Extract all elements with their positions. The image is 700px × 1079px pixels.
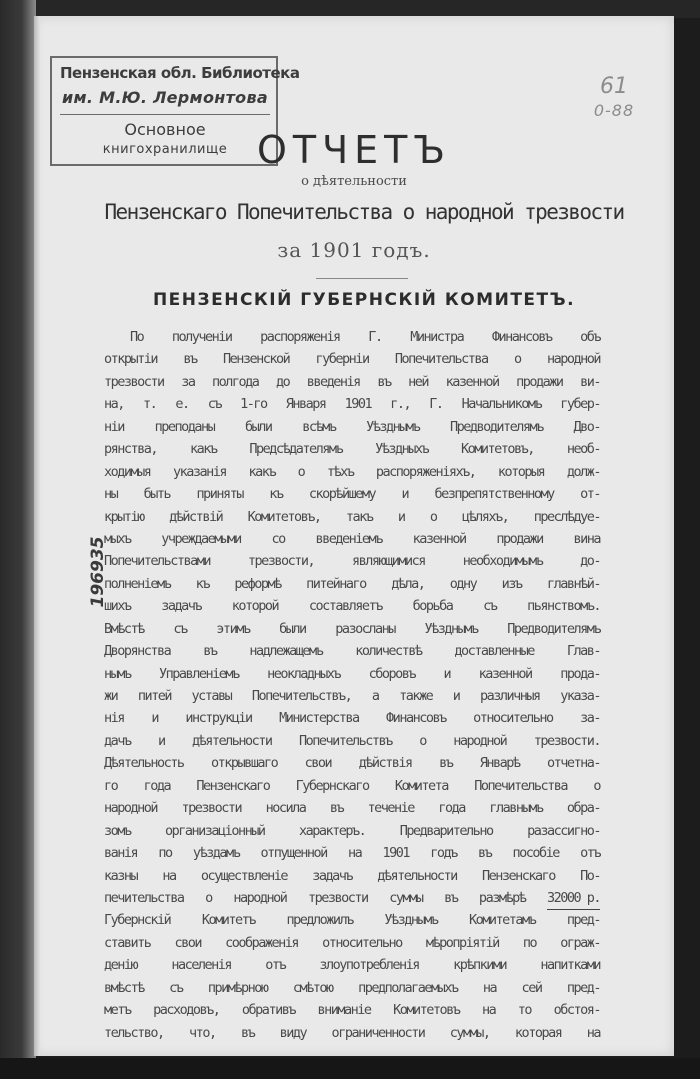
stamp-divider xyxy=(60,114,270,115)
body-line: жи питей уставы Попечительствъ, а также и различныя указа- xyxy=(104,688,600,704)
body-line: ставить свои соображенія относительно мѣропріятій по ограж- xyxy=(104,934,600,951)
body-line-with-amount xyxy=(104,887,600,909)
stamp-storage: книгохранилище xyxy=(102,142,228,157)
body-line: Вмѣстѣ съ этимъ были разосланы Уѣзднымъ Предводителямъ xyxy=(104,620,600,637)
title-separator xyxy=(316,278,408,279)
body-line: тельство, что, въ виду ограниченности суммы, которая на xyxy=(104,1024,600,1041)
section-heading: ПЕНЗЕНСКІЙ ГУБЕРНСКІЙ КОМИТЕТЪ. xyxy=(152,290,576,310)
body-line: народной трезвости носила въ теченіе года главнымъ обра- xyxy=(104,800,600,817)
body-line: шихъ задачъ которой составляетъ борьба съ пьянствомъ. xyxy=(104,598,600,615)
body-line: вмѣстѣ съ примѣрною смѣтою предполагаемыхъ на сей пред- xyxy=(104,979,600,996)
body-line: метъ расходовъ, обративъ вниманіе Комитетовъ на то обстоя- xyxy=(104,1002,600,1019)
body-line: Дворянства въ надлежащемъ количествѣ доставленные Глав- xyxy=(104,643,600,660)
body-line: крытію дѣйствій Комитетовъ, такъ и о цѣляхъ, преслѣдуе- xyxy=(104,508,600,525)
document-year: за 1901 годъ. xyxy=(277,238,431,262)
body-line: ходимыя указанія какъ о тѣхъ распоряженіяхъ, которыя долж- xyxy=(104,463,600,480)
body-line: Дѣятельность открывшаго свои дѣйствія въ Январѣ отчетна- xyxy=(104,755,600,772)
body-line: ванія по уѣздамъ отпущенной на 1901 годъ въ пособіе отъ xyxy=(104,845,600,862)
document-subtitle-small: о дѣятельности xyxy=(301,174,407,189)
body-line: мыхъ учреждаемыми со введеніемъ казенной продажи вина xyxy=(104,530,600,547)
scan-background-left xyxy=(0,0,36,1079)
body-line: рянства, какъ Предсѣдателямъ Уѣздныхъ Комитетовъ, необ- xyxy=(104,441,600,458)
body-line: казны на осуществленіе задачъ дѣятельности Пензенскаго По- xyxy=(104,867,600,884)
document-subtitle: Пензенскаго Попечительства о народной трезвости xyxy=(104,200,624,224)
inventory-number-text: 196935 xyxy=(88,536,108,608)
body-line: ніи преподаны были всѣмъ Уѣзднымъ Предводителямъ Дво- xyxy=(104,418,600,435)
stamp-library-dedication: им. М.Ю. Лермонтова xyxy=(62,88,268,107)
body-text xyxy=(104,326,600,1044)
body-line: нія и инструкціи Министерства Финансовъ относительно за- xyxy=(104,710,600,727)
body-line: на, т. е. съ 1-го Января 1901 г., Г. Начальникомъ губер- xyxy=(104,396,600,413)
document-title: ОТЧЕТЪ xyxy=(256,128,452,172)
body-line: По полученіи распоряженія Г. Министра Финансовъ объ xyxy=(130,329,600,345)
body-line: зомъ организаціонный характеръ. Предварительно разассигно- xyxy=(104,822,600,839)
body-line: полненіемъ къ реформѣ питейнаго дѣла, одну изъ главнѣй- xyxy=(104,575,600,592)
body-line: дачъ и дѣятельности Попечительствъ о народной трезвости. xyxy=(104,732,600,749)
scan-background-bottom xyxy=(0,1058,700,1079)
body-line: открытіи въ Пензенской губерніи Попечительства о народной xyxy=(104,351,600,368)
page-edge-shadow xyxy=(34,16,40,1056)
shelf-mark-code: 0-88 xyxy=(593,101,635,120)
document-page xyxy=(34,16,674,1056)
body-line: Губернскій Комитетъ предложилъ Уѣзднымъ Комитетамъ пред- xyxy=(104,912,600,929)
body-line: го года Пензенскаго Губернскаго Комитета Попечительства о xyxy=(104,777,600,794)
body-line: трезвости за полгода до введенія въ ней казенной продажи ви- xyxy=(104,373,600,390)
stamp-collection: Основное xyxy=(124,120,206,139)
body-line: Попечительствами трезвости, являющимися необходимымъ до- xyxy=(104,553,600,570)
stamp-library-name: Пензенская обл. Библиотека xyxy=(60,64,300,82)
handwritten-shelf-mark xyxy=(574,74,654,122)
body-line: ны быть приняты къ скорѣйшему и безпрепятственному от- xyxy=(104,486,600,503)
body-line-text: печительства о народной трезвости суммы въ размѣрѣ xyxy=(104,889,526,906)
body-line: нымъ Управленіемъ неокладныхъ сборовъ и казенной прода- xyxy=(104,665,600,682)
shelf-mark-number: 61 xyxy=(600,74,628,99)
underlined-amount: 32000 р. xyxy=(547,887,600,910)
body-line: денію населенія отъ злоупотребленія крѣпкими напитками xyxy=(104,957,600,974)
